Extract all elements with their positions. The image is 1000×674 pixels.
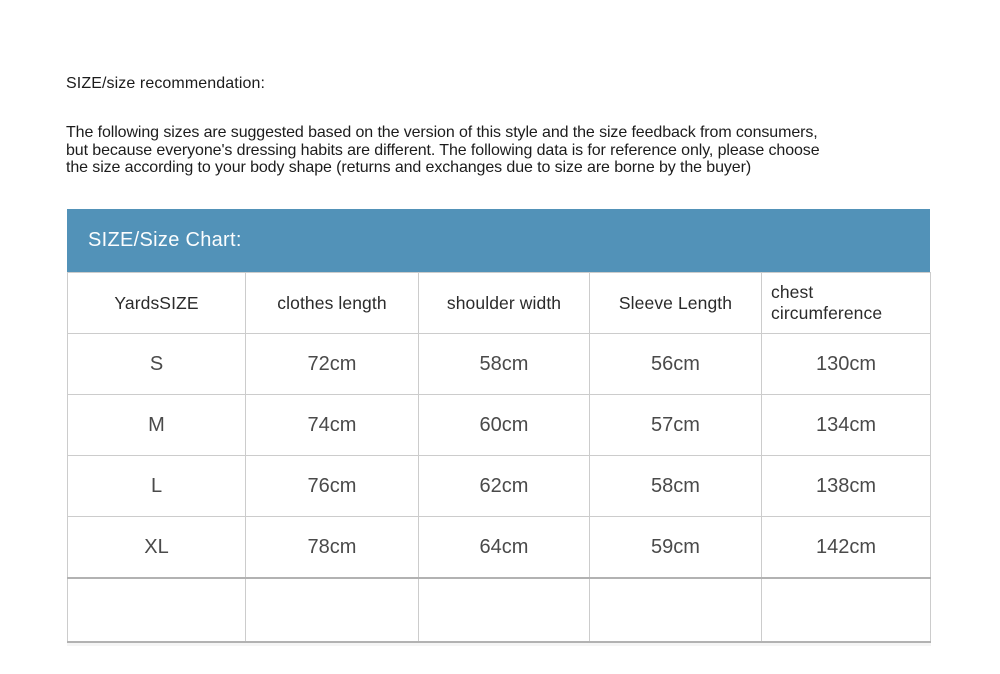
cell-clothes-length: 72cm [246, 334, 419, 395]
cell-chest-circumference: 130cm [762, 334, 931, 395]
table-row-empty [68, 578, 931, 642]
cell-sleeve-length: 59cm [590, 517, 762, 579]
cell-chest-circumference: 142cm [762, 517, 931, 579]
intro-paragraph [66, 124, 946, 177]
empty-cell [762, 578, 931, 642]
header-row [68, 273, 931, 334]
cell-clothes-length: 76cm [246, 456, 419, 517]
cell-clothes-length: 78cm [246, 517, 419, 579]
cell-sleeve-length: 58cm [590, 456, 762, 517]
cell-shoulder-width: 60cm [419, 395, 590, 456]
col-header-clothes-length: clothes length [246, 273, 419, 334]
col-header-sleeve-length: Sleeve Length [590, 273, 762, 334]
col-header-chest-circumference: chest circumference [762, 273, 931, 334]
size-table-container [67, 272, 931, 643]
cell-size: XL [68, 517, 246, 579]
cell-sleeve-length: 56cm [590, 334, 762, 395]
cell-shoulder-width: 58cm [419, 334, 590, 395]
empty-cell [590, 578, 762, 642]
size-chart-title-bar [67, 209, 930, 272]
empty-cell [419, 578, 590, 642]
cell-size: M [68, 395, 246, 456]
empty-cell [68, 578, 246, 642]
cell-size: S [68, 334, 246, 395]
cell-shoulder-width: 64cm [419, 517, 590, 579]
cell-chest-circumference: 138cm [762, 456, 931, 517]
intro-line-3: the size according to your body shape (returns and exchanges due to size are borne by the buyer) [66, 159, 752, 177]
table-row-s [68, 334, 931, 395]
page-heading: SIZE/size recommendation: [66, 75, 266, 92]
cell-shoulder-width: 62cm [419, 456, 590, 517]
table-row-m [68, 395, 931, 456]
col-header-size: YardsSIZE [68, 273, 246, 334]
intro-line-1: The following sizes are suggested based on the version of this style and the size feedback from consumers, [66, 124, 818, 141]
cell-clothes-length: 74cm [246, 395, 419, 456]
empty-cell [246, 578, 419, 642]
cell-sleeve-length: 57cm [590, 395, 762, 456]
intro-line-2: but because everyone's dressing habits are different. The following data is for reference only, please choose [66, 141, 820, 159]
cell-chest-circumference: 134cm [762, 395, 931, 456]
cell-size: L [68, 456, 246, 517]
table-row-l [68, 456, 931, 517]
col-header-shoulder-width: shoulder width [419, 273, 590, 334]
size-chart-title: SIZE/Size Chart: [88, 229, 242, 251]
table-row-xl [68, 517, 931, 579]
size-table [67, 272, 931, 643]
